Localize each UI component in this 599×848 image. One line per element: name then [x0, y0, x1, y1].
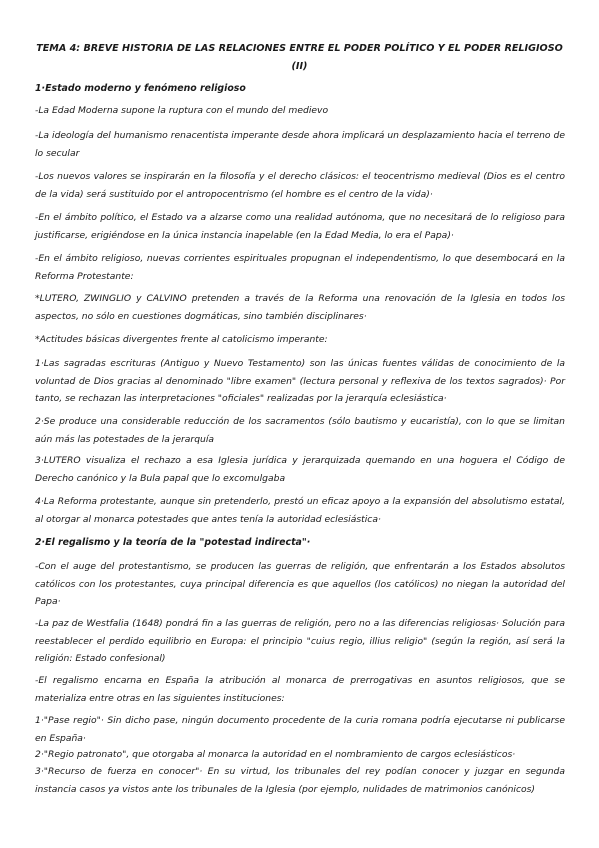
- paragraph: *Actitudes básicas divergentes frente al catolicismo imperante:: [35, 334, 328, 345]
- title-line-1: TEMA 4: BREVE HISTORIA DE LAS RELACIONES ENTRE EL PODER POLÍTICO Y EL PODER RELIGIOSO: [36, 43, 563, 54]
- paragraph: -La Edad Moderna supone la ruptura con el mundo del medievo: [35, 105, 329, 116]
- list-item: 1·"Pase regio"· Sin dicho pase, ningún documento procedente de la curia romana podría ejecutarse ni publicarse en España·: [35, 715, 565, 744]
- paragraph: -En el ámbito religioso, nuevas corrientes espirituales propugnan el independentismo, lo que desembocará en la Reforma Protestante:: [35, 253, 565, 282]
- paragraph: -El regalismo encarna en España la atribución al monarca de prerrogativas en asuntos religiosos, que se materializa entre otras en las siguientes instituciones:: [35, 675, 565, 704]
- paragraph: 1·Las sagradas escrituras (Antiguo y Nuevo Testamento) son las únicas fuentes válidas de conocimiento de la voluntad de Dios gracias al denominado "libre examen" (lectura personal y reflexiva de los textos sagrados)· Por tanto, se rechazan las interpretaciones "oficiales" realizadas por la jerarquía eclesiástica·: [35, 358, 565, 404]
- paragraph: -La ideología del humanismo renacentista imperante desde ahora implicará un desplazamiento hacia el terreno de lo secular: [35, 130, 565, 159]
- list-item: 2·"Regio patronato", que otorgaba al monarca la autoridad en el nombramiento de cargos eclesiásticos·: [35, 749, 516, 760]
- list-item: 3·"Recurso de fuerza en conocer"· En su virtud, los tribunales del rey podían conocer y juzgar en segunda instancia casos ya vistos ante los tribunales de la Iglesia (por ejemplo, nulidades de matrimonios canónicos): [35, 766, 565, 795]
- paragraph: -La paz de Westfalia (1648) pondrá fin a las guerras de religión, pero no a las diferencias religiosas· Solución para reestablecer el perdido equilibrio en Europa: el principio "cuius regio, illius religio" (según la región, así será la religión: Estado confesional): [35, 618, 565, 664]
- paragraph: -Los nuevos valores se inspirarán en la filosofía y el derecho clásicos: el teocentrismo medieval (Dios es el centro de la vida) será sustituido por el antropocentrismo (el hombre es el centro de la vida)·: [35, 171, 565, 200]
- paragraph: 4·La Reforma protestante, aunque sin pretenderlo, prestó un eficaz apoyo a la expansión del absolutismo estatal, al otorgar al monarca potestades que antes tenía la autoridad eclesiástica·: [35, 496, 565, 525]
- paragraph: 2·Se produce una considerable reducción de los sacramentos (sólo bautismo y eucaristía), con lo que se limitan aún más las potestades de la jerarquía: [35, 416, 565, 445]
- paragraph: *LUTERO, ZWINGLIO y CALVINO pretenden a través de la Reforma una renovación de la Iglesia en todos los aspectos, no sólo en cuestiones dogmáticas, sino también disciplinares·: [35, 293, 565, 322]
- paragraph: -Con el auge del protestantismo, se producen las guerras de religión, que enfrentarán a los Estados absolutos católicos con los protestantes, cuya principal diferencia es que aquellos (los católicos) no niegan la autoridad del Papa·: [35, 561, 565, 607]
- document-title: [30, 40, 569, 76]
- paragraph: -En el ámbito político, el Estado va a alzarse como una realidad autónoma, que no necesitará de lo religioso para justificarse, erigiéndose en la única instancia inapelable (en la Edad Media, lo era el Papa)·: [35, 212, 565, 241]
- paragraph: 3·LUTERO visualiza el rechazo a esa Iglesia jurídica y jerarquizada quemando en una hoguera el Código de Derecho canónico y la Bula papal que lo excomulgaba: [35, 455, 565, 484]
- title-line-2: (II): [291, 61, 308, 72]
- section-1-heading: 1·Estado moderno y fenómeno religioso: [35, 83, 246, 94]
- section-2-heading: 2·El regalismo y la teoría de la "potestad indirecta"·: [35, 537, 311, 548]
